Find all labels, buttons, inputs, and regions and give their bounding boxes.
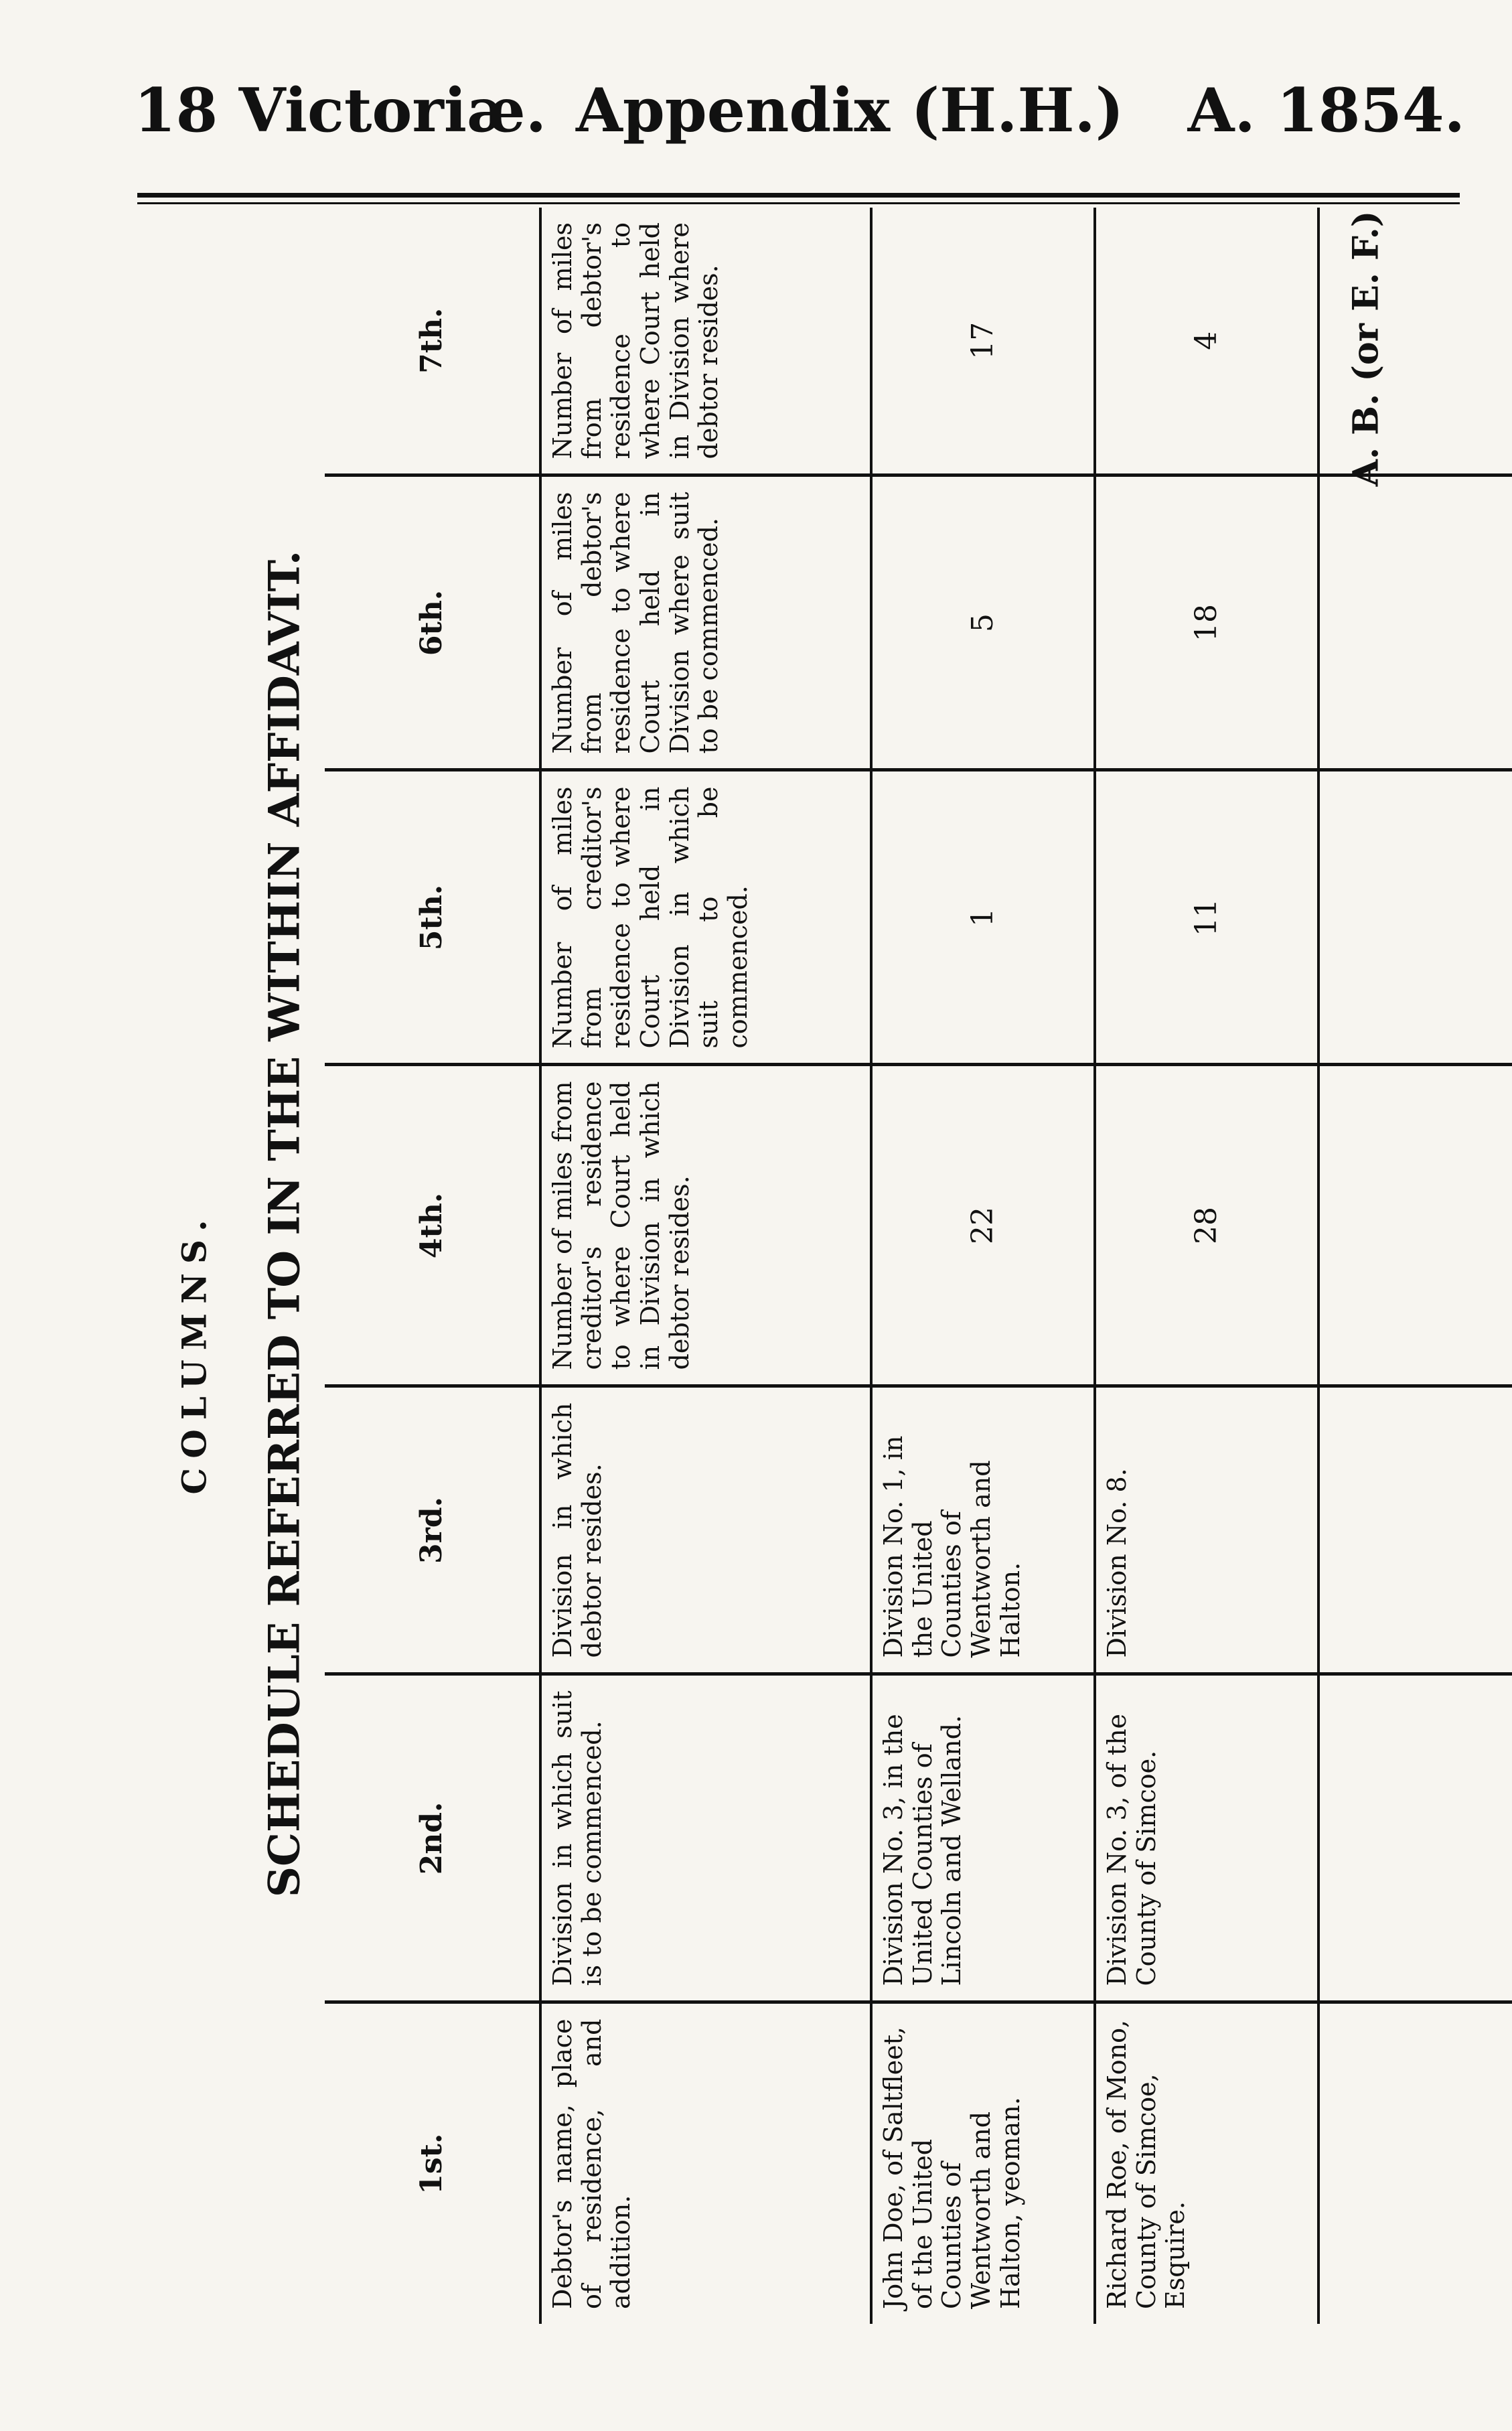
column-number: 1st. — [414, 2133, 449, 2195]
table-row — [871, 208, 1095, 2324]
header-rule-thin — [137, 202, 1460, 204]
schedule-table — [325, 208, 1512, 2324]
column-number: 6th. — [325, 475, 540, 770]
miles-cell: 28 — [1095, 1065, 1318, 1386]
column-number: 5th. — [325, 770, 540, 1065]
column-description: Number of miles from debtor's residence to where Court held in Division where debtor resides. — [540, 208, 871, 475]
table-row — [1095, 208, 1318, 2324]
column-description-row — [540, 208, 871, 2324]
miles-cell: 5 — [871, 475, 1095, 770]
column-number-row — [325, 208, 540, 2324]
empty-cell — [1318, 475, 1512, 770]
column-description: Number of miles from creditor's residence to where Court held in Division in which suit to be commenced. — [540, 770, 871, 1065]
empty-cell — [1318, 1065, 1512, 1386]
empty-cell — [1318, 1386, 1512, 1674]
debtor-division-cell: Division No. 1, in the United Counties of Wentworth and Halton. — [871, 1386, 1095, 1674]
empty-cell — [1318, 770, 1512, 1065]
column-description: Debtor's name, place of residence, and addition. — [548, 2018, 636, 2309]
column-description: Number of miles from debtor's residence to where Court held in Division where suit to be commenced. — [540, 475, 871, 770]
table-row-empty — [1318, 208, 1512, 2324]
debtor-cell: John Doe, of Saltfleet, of the United Counties of Wentworth and Halton, yeoman. — [879, 2027, 1025, 2309]
miles-cell: 22 — [871, 1065, 1095, 1386]
column-number: 3rd. — [325, 1386, 540, 1674]
column-number: 7th. — [325, 208, 540, 475]
miles-cell: 18 — [1095, 475, 1318, 770]
debtor-cell: Richard Roe, of Mono, County of Simcoe, Esquire. — [1102, 2019, 1191, 2309]
columns-caption: COLUMNS. — [174, 1210, 214, 1495]
debtor-division-cell: Division No. 8. — [1095, 1386, 1318, 1674]
empty-cell — [1318, 1674, 1512, 2002]
header-year: A. 1854. — [1187, 75, 1465, 146]
suit-division-cell: Division No. 3, of the County of Simcoe. — [1095, 1674, 1318, 2002]
column-description: Number of miles from creditor's residence to where Court held in Division in which debtor resides. — [540, 1065, 871, 1386]
empty-cell — [1318, 2002, 1512, 2324]
schedule-title: SCHEDULE REFERRED TO IN THE WITHIN AFFIDAVIT. — [259, 550, 310, 1898]
column-description: Division in which debtor resides. — [540, 1386, 871, 1674]
column-number: 2nd. — [325, 1674, 540, 2002]
suit-division-cell: Division No. 3, in the United Counties of Lincoln and Welland. — [871, 1674, 1095, 2002]
miles-cell: 1 — [871, 770, 1095, 1065]
header-appendix: Appendix (H.H.) — [576, 75, 1124, 146]
miles-cell: 4 — [1095, 208, 1318, 475]
empty-cell — [1318, 208, 1512, 475]
column-description: Division in which suit is to be commenced. — [540, 1674, 871, 2002]
schedule-table-wrapper — [325, 208, 1389, 2324]
column-number: 4th. — [325, 1065, 540, 1386]
header-rule-thick — [137, 193, 1460, 198]
miles-cell: 17 — [871, 208, 1095, 475]
footer-signature-mark: A. B. (or E. F.) — [1345, 210, 1387, 487]
miles-cell: 11 — [1095, 770, 1318, 1065]
header-session: 18 Victoriæ. — [134, 75, 547, 146]
